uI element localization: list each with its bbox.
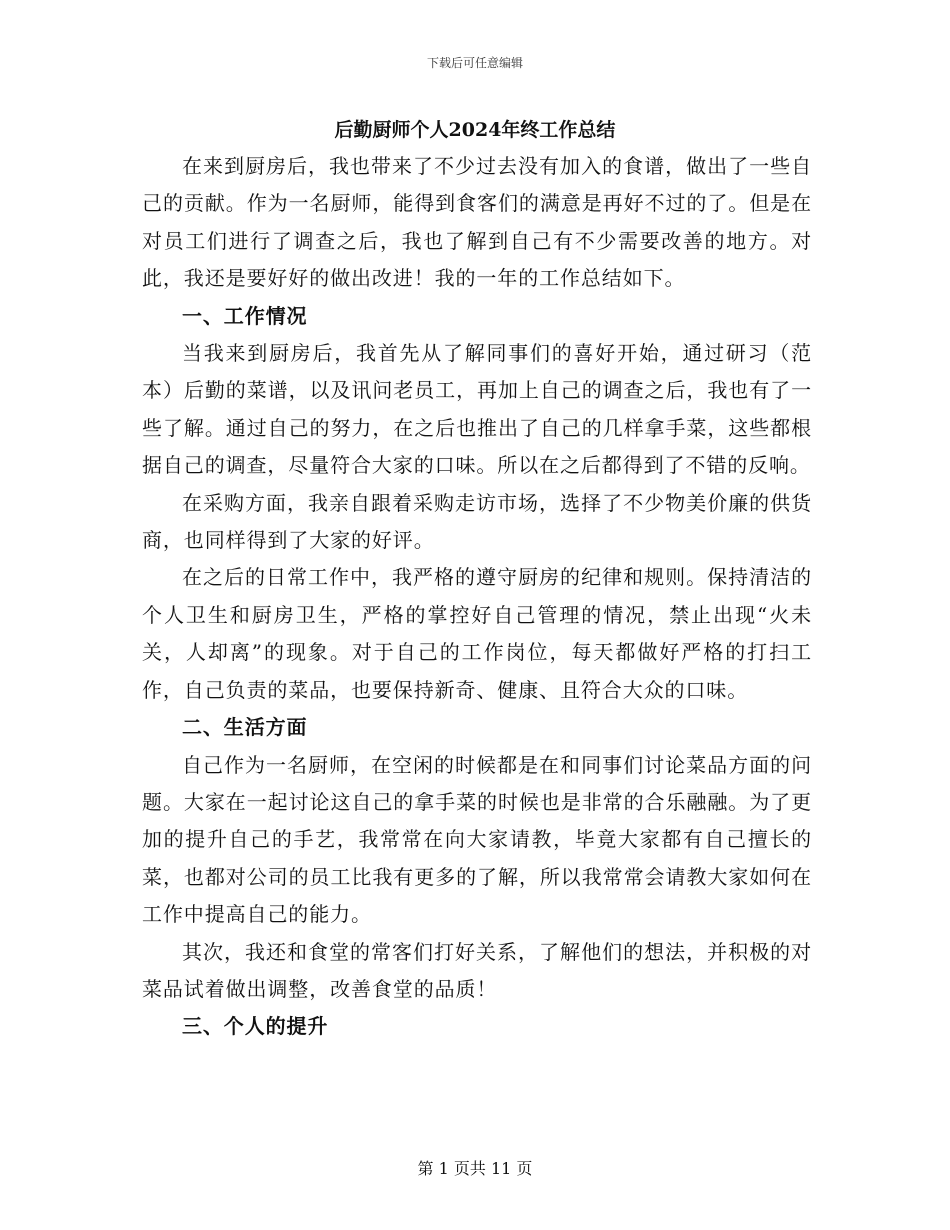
document-body — [142, 148, 812, 1046]
section-heading-improvement: 三、个人的提升 — [182, 1014, 329, 1039]
section-heading-work: 一、工作情况 — [182, 303, 308, 328]
paragraph-life-1: 自己作为一名厨师，在空闲的时候都是在和同事们讨论菜品方面的问题。大家在一起讨论这自己的拿手菜的时候也是非常的合乐融融。为了更加的提升自己的手艺，我常常在向大家请教，毕竟大家都有自己擅长的菜，也都对公司的员工比我有更多的了解，所以我常常会请教大家如何在工作中提高自己的能力。 — [142, 752, 812, 927]
document-title: 后勤厨师个人2024年终工作总结 — [334, 119, 616, 141]
section-heading-life: 二、生活方面 — [182, 715, 308, 740]
paragraph-intro: 在来到厨房后，我也带来了不少过去没有加入的食谱，做出了一些自己的贡献。作为一名厨师，能得到食客们的满意是再好不过的了。但是在对员工们进行了调查之后，我也了解到自己有不少需要改善的地方。对此，我还是要好好的做出改进！我的一年的工作总结如下。 — [142, 154, 812, 291]
paragraph-work-2: 在采购方面，我亲自跟着采购走访市场，选择了不少物美价廉的供货商，也同样得到了大家的好评。 — [142, 490, 812, 553]
paragraph-work-1: 当我来到厨房后，我首先从了解同事们的喜好开始，通过研习（范本）后勤的菜谱，以及讯问老员工，再加上自己的调查之后，我也有了一些了解。通过自己的努力，在之后也推出了自己的几样拿手菜，这些都根据自己的调查，尽量符合大家的口味。所以在之后都得到了不错的反响。 — [142, 341, 812, 478]
page-header-note: 下载后可任意编辑 — [426, 56, 523, 70]
page-number-footer: 第 1 页共 11 页 — [417, 1159, 533, 1178]
paragraph-life-2: 其次，我还和食堂的常客们打好关系，了解他们的想法，并积极的对菜品试着做出调整，改善食堂的品质！ — [142, 939, 812, 1001]
paragraph-work-3: 在之后的日常工作中，我严格的遵守厨房的纪律和规则。保持清洁的个人卫生和厨房卫生，严格的掌控好自己管理的情况，禁止出现“火未关，人却离”的现象。对于自己的工作岗位，每天都做好严格的打扫工作，自己负责的菜品，也要保持新奇、健康、且符合大众的口味。 — [142, 565, 812, 702]
